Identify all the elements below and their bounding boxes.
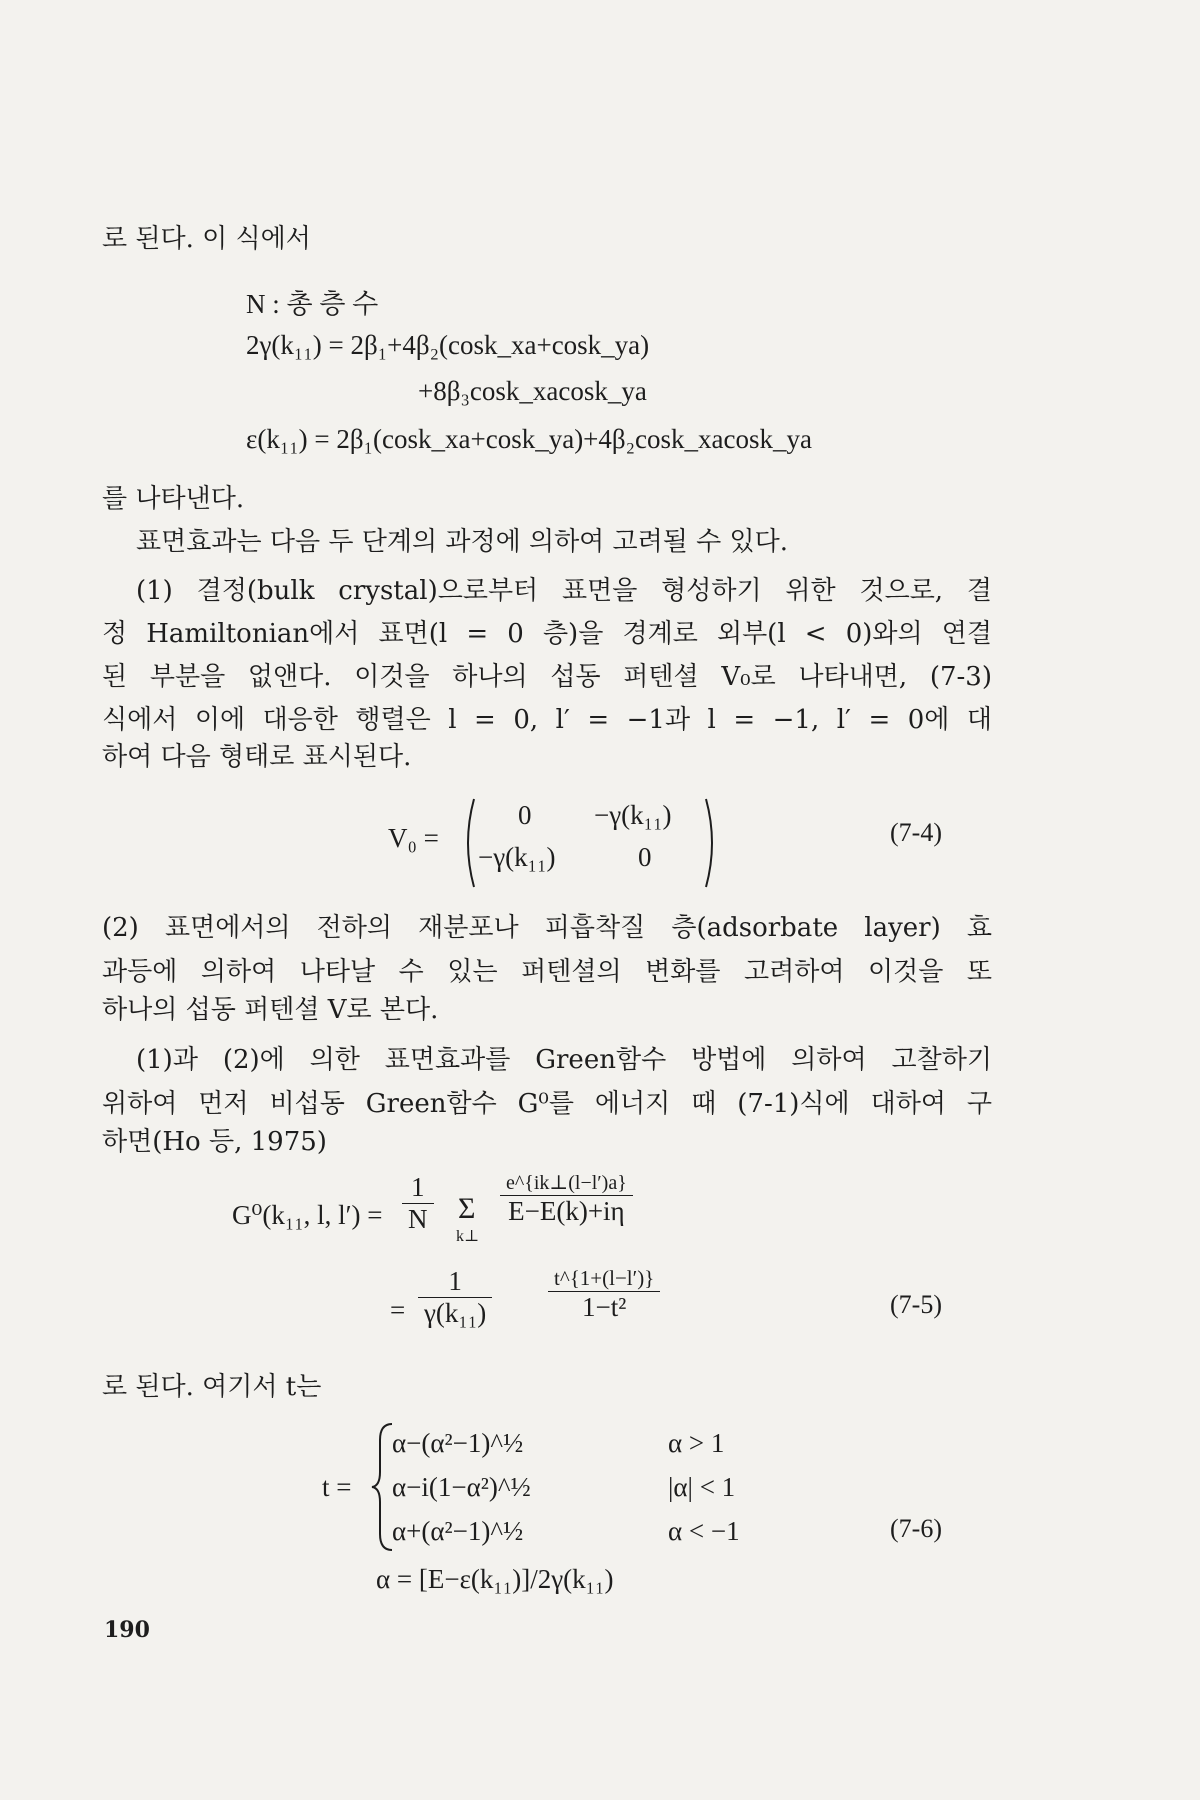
- para1-line7: 하여 다음 형태로 표시된다.: [102, 742, 412, 772]
- eq75-f2-den: E−E(k)+iη: [508, 1196, 625, 1226]
- para2-line1: (2) 표면에서의 전하의 재분포나 피흡착질 층(adsorbate layer) 효: [102, 913, 992, 943]
- eq74-m21: −γ(k₁₁): [478, 842, 556, 872]
- para1-line1: 를 나타낸다.: [102, 484, 245, 514]
- eq76-case2-cond: |α| < 1: [668, 1472, 736, 1502]
- eq75-frac-t: [548, 1266, 660, 1323]
- eq75-f4-den: 1−t²: [581, 1292, 627, 1322]
- intro-text: 로 된다. 이 식에서: [102, 224, 311, 254]
- def-gamma-line1: 2γ(k₁₁) = 2β₁+4β₂(cosk_xa+cosk_ya): [246, 330, 650, 360]
- def-gamma-line2: +8β₃cosk_xacosk_ya: [418, 376, 647, 406]
- eq75-f3-num: 1: [418, 1266, 492, 1298]
- eq75-frac-gamma: [418, 1266, 492, 1329]
- eq75-f1-num: 1: [402, 1172, 434, 1204]
- eq76-case1-cond: α > 1: [668, 1428, 725, 1458]
- page-number: 190: [104, 1617, 150, 1643]
- def-epsilon: ε(k₁₁) = 2β₁(cosk_xa+cosk_ya)+4β₂cosk_xacosk_ya: [246, 424, 813, 454]
- def-n: N : 총 층 수: [246, 289, 379, 319]
- para2-line3: 하나의 섭동 퍼텐셜 V로 본다.: [102, 995, 439, 1025]
- eq76-case2-expr: α−i(1−α²)^½: [392, 1472, 531, 1502]
- eq75-f1-den: N: [408, 1204, 428, 1234]
- para1-line2: 표면효과는 다음 두 단계의 과정에 의하여 고려될 수 있다.: [136, 527, 789, 557]
- eq75-number: (7-5): [890, 1290, 942, 1319]
- para2-line5: 위하여 먼저 비섭동 Green함수 G⁰를 에너지 때 (7-1)식에 대하여 구: [102, 1089, 992, 1119]
- eq75-equals: =: [390, 1295, 406, 1325]
- eq75-f3-den: γ(k₁₁): [424, 1298, 487, 1328]
- para1-line3: (1) 결정(bulk crystal)으로부터 표면을 형성하기 위한 것으로, 결: [136, 576, 992, 606]
- eq76-case3-cond: α < −1: [668, 1516, 740, 1546]
- eq75-frac-1-over-n: [402, 1172, 434, 1235]
- eq74-m12: −γ(k₁₁): [594, 800, 672, 830]
- eq75-f2-num: e^{ik⊥(l−l′)a}: [500, 1170, 633, 1196]
- eq74-m22: 0: [638, 842, 652, 872]
- eq74-number: (7-4): [890, 818, 942, 847]
- para2-line2: 과등에 의하여 나타날 수 있는 퍼텐셜의 변화를 고려하여 이것을 또: [102, 957, 992, 987]
- eq75-sum: Σ: [458, 1192, 476, 1225]
- eq74-lhs: V₀ =: [388, 823, 439, 853]
- para1-line6: 식에서 이에 대응한 행렬은 l = 0, l′ = −1과 l = −1, l′ = 0에 대: [102, 705, 992, 735]
- eq75-sum-sub: k⊥: [456, 1228, 480, 1245]
- eq76-case3-expr: α+(α²−1)^½: [392, 1516, 524, 1546]
- eq76-alpha-def: α = [E−ε(k₁₁)]/2γ(k₁₁): [376, 1564, 614, 1594]
- eq76-number: (7-6): [890, 1514, 942, 1543]
- eq74-m11: 0: [518, 800, 532, 830]
- eq75-f4-num: t^{1+(l−l′)}: [548, 1266, 660, 1292]
- eq76-lhs: t =: [322, 1472, 352, 1502]
- para1-line4: 정 Hamiltonian에서 표면(l = 0 층)을 경계로 외부(l < 0)와의 연결: [102, 619, 992, 649]
- eq75-lhs: G⁰(k₁₁, l, l′) =: [232, 1200, 383, 1230]
- para2-line6: 하면(Ho 등, 1975): [102, 1127, 327, 1157]
- para2-line4: (1)과 (2)에 의한 표면효과를 Green함수 방법에 의하여 고찰하기: [136, 1045, 992, 1075]
- eq75-frac-exp: [500, 1170, 633, 1227]
- eq76-case1-expr: α−(α²−1)^½: [392, 1428, 524, 1458]
- para1-line5: 된 부분을 없앤다. 이것을 하나의 섭동 퍼텐셜 V₀로 나타내면, (7-3): [102, 662, 992, 692]
- para3-text: 로 된다. 여기서 t는: [102, 1372, 322, 1402]
